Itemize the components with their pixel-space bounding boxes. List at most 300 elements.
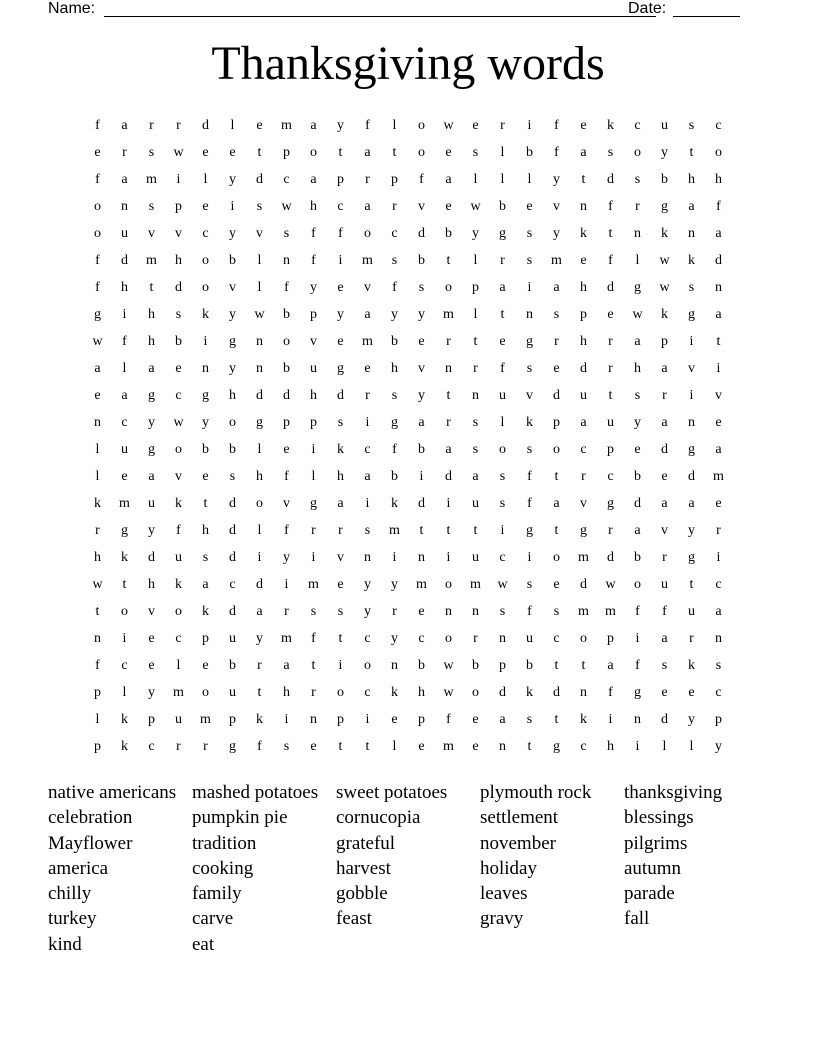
grid-letter: w: [659, 280, 670, 295]
grid-letter: e: [661, 685, 668, 700]
grid-letter: p: [580, 307, 587, 322]
word-list-item: cooking: [192, 857, 254, 879]
grid-letter: w: [470, 199, 481, 214]
grid-letter: h: [310, 388, 317, 403]
grid-letter: l: [689, 739, 694, 754]
grid-letter: b: [391, 469, 398, 484]
grid-letter: f: [338, 226, 343, 241]
grid-letter: e: [634, 442, 641, 457]
grid-letter: r: [176, 118, 181, 133]
grid-letter: f: [257, 739, 262, 754]
grid-letter: o: [580, 631, 587, 646]
grid-letter: d: [661, 442, 668, 457]
grid-letter: p: [472, 280, 479, 295]
grid-letter: i: [122, 631, 127, 646]
grid-letter: g: [526, 523, 533, 538]
grid-letter: m: [443, 739, 454, 754]
grid-letter: p: [391, 172, 398, 187]
grid-letter: o: [364, 226, 371, 241]
grid-letter: r: [338, 523, 343, 538]
grid-letter: s: [688, 118, 695, 133]
grid-letter: w: [92, 577, 103, 592]
word-list-item: tradition: [192, 832, 257, 854]
grid-letter: s: [526, 442, 533, 457]
grid-letter: w: [173, 145, 184, 160]
grid-letter: y: [229, 226, 236, 241]
grid-letter: r: [608, 523, 613, 538]
grid-letter: n: [715, 631, 722, 646]
grid-letter: y: [553, 172, 560, 187]
grid-letter: i: [365, 415, 370, 430]
grid-letter: i: [689, 388, 694, 403]
grid-letter: a: [283, 658, 290, 673]
grid-letter: y: [148, 685, 155, 700]
grid-letter: f: [608, 199, 613, 214]
grid-letter: l: [662, 739, 667, 754]
grid-letter: r: [716, 523, 721, 538]
grid-letter: f: [527, 496, 532, 511]
grid-letter: e: [202, 145, 209, 160]
grid-letter: a: [121, 118, 128, 133]
grid-letter: p: [283, 145, 290, 160]
grid-letter: n: [445, 604, 452, 619]
grid-letter: e: [418, 334, 425, 349]
grid-letter: t: [311, 658, 316, 673]
grid-letter: d: [256, 172, 263, 187]
grid-letter: e: [202, 199, 209, 214]
grid-letter: k: [121, 550, 128, 565]
word-list-item: holiday: [480, 857, 537, 879]
grid-letter: a: [580, 415, 587, 430]
grid-letter: o: [94, 199, 101, 214]
grid-letter: v: [553, 199, 560, 214]
grid-letter: i: [284, 577, 289, 592]
grid-letter: a: [121, 388, 128, 403]
grid-letter: s: [715, 658, 722, 673]
word-list-item: family: [192, 883, 242, 905]
grid-letter: f: [95, 658, 100, 673]
grid-letter: k: [121, 712, 128, 727]
word-list-item: kind: [48, 933, 82, 955]
grid-letter: a: [499, 712, 506, 727]
grid-letter: h: [148, 577, 155, 592]
grid-row: [84, 382, 732, 409]
grid-letter: c: [580, 739, 587, 754]
grid-letter: e: [364, 361, 371, 376]
grid-letter: a: [553, 496, 560, 511]
grid-letter: a: [364, 307, 371, 322]
grid-letter: c: [364, 442, 371, 457]
grid-letter: f: [95, 172, 100, 187]
grid-letter: d: [607, 550, 614, 565]
grid-letter: y: [472, 226, 479, 241]
grid-row: [84, 544, 732, 571]
grid-letter: g: [553, 739, 560, 754]
grid-letter: f: [122, 334, 127, 349]
grid-letter: r: [392, 199, 397, 214]
grid-letter: i: [716, 550, 721, 565]
grid-letter: k: [175, 577, 182, 592]
grid-letter: e: [94, 388, 101, 403]
grid-letter: c: [175, 388, 182, 403]
grid-letter: l: [122, 685, 127, 700]
grid-row: [84, 274, 732, 301]
word-list-item: sweet potatoes: [336, 782, 448, 803]
word-list-item: feast: [336, 908, 372, 930]
grid-letter: r: [689, 631, 694, 646]
grid-letter: u: [148, 496, 155, 511]
grid-letter: e: [445, 145, 452, 160]
grid-letter: e: [553, 577, 560, 592]
grid-letter: h: [121, 280, 128, 295]
grid-letter: b: [526, 658, 533, 673]
grid-letter: d: [418, 226, 425, 241]
grid-letter: h: [580, 334, 587, 349]
grid-letter: c: [499, 550, 506, 565]
grid-letter: c: [634, 118, 641, 133]
grid-letter: l: [176, 658, 181, 673]
grid-letter: h: [337, 469, 344, 484]
grid-row: [84, 139, 732, 166]
grid-letter: n: [256, 361, 263, 376]
grid-letter: i: [365, 496, 370, 511]
grid-letter: f: [311, 253, 316, 268]
grid-letter: g: [121, 523, 128, 538]
word-list-item: carve: [192, 908, 234, 930]
grid-letter: y: [391, 307, 398, 322]
grid-letter: s: [634, 172, 641, 187]
grid-letter: m: [443, 307, 454, 322]
grid-row: [84, 409, 732, 436]
grid-letter: r: [311, 685, 316, 700]
grid-letter: a: [445, 442, 452, 457]
grid-letter: o: [418, 145, 425, 160]
date-blank-line: [673, 16, 740, 17]
grid-letter: v: [688, 361, 695, 376]
grid-letter: p: [553, 415, 560, 430]
grid-letter: s: [553, 604, 560, 619]
word-list-item: [480, 932, 624, 957]
word-list-item: november: [480, 832, 556, 854]
word-list-row: [48, 906, 768, 931]
grid-letter: i: [122, 307, 127, 322]
grid-letter: f: [95, 280, 100, 295]
word-list-item: mashed potatoes: [192, 782, 319, 803]
grid-letter: s: [229, 469, 236, 484]
grid-letter: p: [607, 631, 614, 646]
grid-letter: u: [499, 388, 506, 403]
grid-letter: e: [526, 199, 533, 214]
grid-letter: d: [634, 496, 641, 511]
word-list-item: chilly: [48, 883, 92, 905]
grid-letter: y: [418, 307, 425, 322]
grid-letter: g: [256, 415, 263, 430]
grid-letter: c: [553, 631, 560, 646]
grid-letter: k: [661, 226, 668, 241]
grid-letter: r: [446, 334, 451, 349]
grid-letter: r: [581, 469, 586, 484]
grid-letter: n: [121, 199, 128, 214]
grid-letter: f: [176, 523, 181, 538]
grid-letter: f: [527, 469, 532, 484]
grid-letter: s: [526, 253, 533, 268]
grid-letter: n: [310, 712, 317, 727]
grid-letter: i: [527, 550, 532, 565]
grid-letter: a: [94, 361, 101, 376]
grid-letter: m: [389, 523, 400, 538]
grid-letter: c: [337, 199, 344, 214]
grid-row: [84, 652, 732, 679]
grid-letter: n: [688, 226, 695, 241]
grid-letter: y: [337, 118, 344, 133]
grid-letter: i: [419, 469, 424, 484]
grid-letter: y: [256, 631, 263, 646]
grid-letter: d: [229, 523, 236, 538]
grid-letter: i: [176, 172, 181, 187]
grid-letter: m: [281, 631, 292, 646]
grid-letter: a: [445, 172, 452, 187]
grid-letter: a: [121, 172, 128, 187]
grid-letter: p: [337, 172, 344, 187]
grid-letter: f: [365, 118, 370, 133]
name-label: Name:: [48, 0, 96, 17]
grid-letter: r: [95, 523, 100, 538]
grid-letter: a: [364, 469, 371, 484]
grid-letter: c: [283, 172, 290, 187]
grid-letter: r: [122, 145, 127, 160]
grid-letter: s: [364, 523, 371, 538]
grid-letter: f: [716, 199, 721, 214]
grid-letter: v: [175, 226, 182, 241]
grid-letter: e: [715, 415, 722, 430]
grid-letter: a: [661, 361, 668, 376]
grid-letter: a: [148, 361, 155, 376]
grid-letter: c: [715, 577, 722, 592]
grid-letter: g: [94, 307, 101, 322]
grid-letter: p: [337, 712, 344, 727]
grid-letter: t: [338, 739, 343, 754]
grid-letter: y: [688, 523, 695, 538]
grid-letter: i: [608, 712, 613, 727]
grid-letter: e: [661, 469, 668, 484]
grid-letter: s: [688, 280, 695, 295]
grid-letter: d: [148, 550, 155, 565]
grid-letter: p: [229, 712, 236, 727]
grid-letter: g: [148, 388, 155, 403]
grid-letter: w: [659, 253, 670, 268]
grid-letter: i: [365, 712, 370, 727]
grid-letter: m: [119, 496, 130, 511]
grid-letter: f: [392, 442, 397, 457]
grid-letter: o: [445, 577, 452, 592]
grid-letter: i: [446, 496, 451, 511]
grid-letter: s: [256, 199, 263, 214]
grid-letter: v: [661, 523, 668, 538]
grid-letter: w: [254, 307, 265, 322]
grid-letter: c: [391, 226, 398, 241]
grid-letter: n: [256, 334, 263, 349]
grid-letter: s: [202, 550, 209, 565]
grid-letter: o: [283, 334, 290, 349]
grid-letter: n: [472, 604, 479, 619]
grid-letter: y: [715, 739, 722, 754]
grid-letter: l: [392, 118, 397, 133]
grid-letter: e: [121, 469, 128, 484]
grid-letter: f: [311, 226, 316, 241]
word-list-item: pilgrims: [624, 832, 688, 854]
grid-letter: r: [365, 388, 370, 403]
grid-letter: u: [175, 712, 182, 727]
grid-letter: h: [202, 523, 209, 538]
grid-letter: o: [553, 442, 560, 457]
word-list-item: gravy: [480, 908, 524, 930]
grid-letter: u: [310, 361, 317, 376]
grid-row: [84, 166, 732, 193]
grid-letter: y: [148, 415, 155, 430]
grid-row: [84, 490, 732, 517]
grid-letter: c: [202, 226, 209, 241]
grid-letter: y: [391, 631, 398, 646]
grid-letter: s: [391, 253, 398, 268]
grid-letter: f: [284, 280, 289, 295]
grid-letter: g: [526, 334, 533, 349]
word-list-row: [48, 831, 768, 856]
grid-letter: m: [146, 253, 157, 268]
grid-letter: l: [122, 361, 127, 376]
grid-letter: v: [418, 361, 425, 376]
grid-letter: o: [175, 604, 182, 619]
grid-letter: m: [416, 577, 427, 592]
grid-letter: n: [634, 712, 641, 727]
grid-letter: w: [92, 334, 103, 349]
grid-letter: s: [148, 199, 155, 214]
grid-letter: n: [283, 253, 290, 268]
grid-letter: t: [365, 739, 370, 754]
grid-letter: k: [256, 712, 263, 727]
grid-letter: e: [472, 739, 479, 754]
grid-letter: h: [418, 685, 425, 700]
grid-letter: i: [338, 658, 343, 673]
grid-letter: m: [146, 172, 157, 187]
grid-letter: g: [310, 496, 317, 511]
grid-letter: t: [554, 658, 559, 673]
grid-letter: i: [230, 199, 235, 214]
grid-letter: s: [283, 226, 290, 241]
grid-letter: w: [605, 577, 616, 592]
grid-letter: a: [337, 496, 344, 511]
grid-letter: d: [256, 577, 263, 592]
grid-letter: b: [229, 442, 236, 457]
grid-letter: n: [445, 361, 452, 376]
grid-letter: y: [283, 550, 290, 565]
grid-row: [84, 328, 732, 355]
grid-letter: w: [632, 307, 643, 322]
grid-letter: i: [257, 550, 262, 565]
grid-letter: n: [526, 307, 533, 322]
grid-letter: u: [472, 496, 479, 511]
grid-letter: v: [364, 280, 371, 295]
word-list-item: settlement: [480, 807, 559, 829]
grid-letter: m: [281, 118, 292, 133]
grid-letter: y: [148, 523, 155, 538]
grid-letter: e: [310, 739, 317, 754]
grid-letter: g: [688, 550, 695, 565]
grid-row: [84, 463, 732, 490]
grid-letter: g: [688, 442, 695, 457]
grid-letter: h: [607, 739, 614, 754]
grid-letter: d: [283, 388, 290, 403]
word-list-row: [48, 780, 768, 805]
grid-letter: e: [580, 118, 587, 133]
grid-letter: e: [337, 577, 344, 592]
word-list-item: native americans: [48, 782, 177, 803]
grid-letter: r: [608, 361, 613, 376]
grid-letter: b: [499, 199, 506, 214]
grid-letter: r: [257, 658, 262, 673]
grid-letter: s: [391, 388, 398, 403]
grid-letter: s: [283, 739, 290, 754]
grid-letter: b: [661, 172, 668, 187]
grid-letter: c: [364, 685, 371, 700]
grid-letter: t: [257, 685, 262, 700]
grid-letter: v: [283, 496, 290, 511]
grid-letter: b: [472, 658, 479, 673]
grid-letter: w: [443, 658, 454, 673]
grid-letter: b: [283, 307, 290, 322]
grid-letter: h: [256, 469, 263, 484]
grid-letter: r: [311, 523, 316, 538]
grid-letter: u: [526, 631, 533, 646]
grid-letter: r: [203, 739, 208, 754]
grid-letter: s: [175, 307, 182, 322]
grid-letter: n: [580, 199, 587, 214]
page-title: Thanksgiving words: [211, 37, 605, 90]
grid-letter: a: [715, 307, 722, 322]
grid-letter: i: [527, 280, 532, 295]
grid-letter: v: [175, 469, 182, 484]
grid-letter: k: [688, 658, 695, 673]
grid-letter: c: [364, 631, 371, 646]
worksheet-header: [48, 0, 748, 20]
grid-letter: a: [715, 604, 722, 619]
grid-letter: e: [175, 361, 182, 376]
grid-letter: l: [392, 739, 397, 754]
grid-letter: f: [527, 604, 532, 619]
grid-letter: s: [499, 469, 506, 484]
grid-letter: o: [634, 577, 641, 592]
grid-letter: k: [580, 226, 587, 241]
grid-letter: e: [256, 118, 263, 133]
grid-letter: t: [689, 577, 694, 592]
grid-letter: y: [688, 712, 695, 727]
grid-letter: l: [635, 253, 640, 268]
word-list-item: celebration: [48, 807, 133, 829]
grid-letter: y: [553, 226, 560, 241]
grid-letter: s: [607, 145, 614, 160]
grid-letter: t: [608, 388, 613, 403]
grid-letter: o: [121, 604, 128, 619]
grid-letter: s: [472, 442, 479, 457]
grid-row: [84, 247, 732, 274]
grid-letter: v: [580, 496, 587, 511]
grid-letter: n: [499, 631, 506, 646]
grid-letter: t: [473, 523, 478, 538]
grid-letter: c: [121, 415, 128, 430]
grid-letter: i: [311, 442, 316, 457]
grid-letter: d: [175, 280, 182, 295]
grid-letter: t: [716, 334, 721, 349]
grid-letter: g: [580, 523, 587, 538]
